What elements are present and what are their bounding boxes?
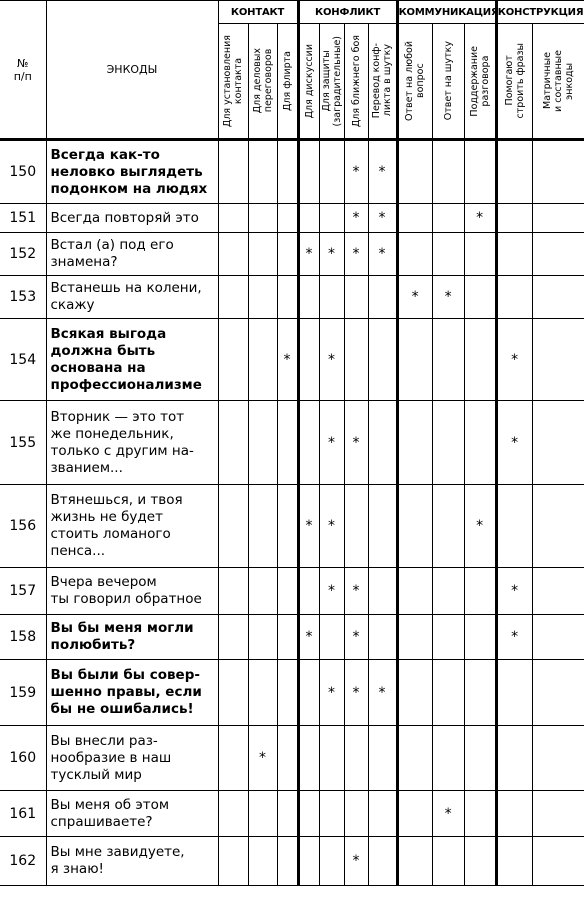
empty-cell <box>368 401 397 485</box>
row-number: 151 <box>0 204 46 233</box>
empty-cell <box>464 615 496 660</box>
empty-cell <box>319 276 344 319</box>
empty-cell <box>464 401 496 485</box>
column-header: Ответ на любой вопрос <box>397 24 432 140</box>
empty-cell <box>496 140 532 204</box>
empty-cell <box>532 319 584 401</box>
mark: * <box>344 615 368 660</box>
empty-cell <box>397 140 432 204</box>
empty-cell <box>248 204 277 233</box>
encode-text: Вы были бы совер- шенно правы, если бы не ошибались! <box>46 660 218 726</box>
mark: * <box>319 319 344 401</box>
mark: * <box>496 568 532 615</box>
table-row <box>0 726 584 791</box>
empty-cell <box>368 791 397 837</box>
row-number: 156 <box>0 485 46 568</box>
group-construction: КОНСТРУКЦИЯ <box>496 1 584 24</box>
empty-cell <box>218 276 248 319</box>
row-number: 157 <box>0 568 46 615</box>
empty-cell <box>464 837 496 886</box>
empty-cell <box>218 660 248 726</box>
encode-text: Вчера вечером ты говорил обратное <box>46 568 218 615</box>
column-header: Ответ на шутку <box>432 24 464 140</box>
column-header: Для флирта <box>277 24 298 140</box>
empty-cell <box>218 485 248 568</box>
empty-cell <box>298 837 319 886</box>
table-row <box>0 660 584 726</box>
mark: * <box>319 401 344 485</box>
row-number: 155 <box>0 401 46 485</box>
empty-cell <box>277 837 298 886</box>
row-number: 160 <box>0 726 46 791</box>
empty-cell <box>368 615 397 660</box>
empty-cell <box>532 276 584 319</box>
empty-cell <box>344 276 368 319</box>
empty-cell <box>368 319 397 401</box>
empty-cell <box>464 660 496 726</box>
mark: * <box>298 485 319 568</box>
empty-cell <box>432 204 464 233</box>
empty-cell <box>397 204 432 233</box>
mark: * <box>277 319 298 401</box>
column-header: Матричные и составные энкоды <box>532 24 584 140</box>
empty-cell <box>298 791 319 837</box>
empty-cell <box>432 319 464 401</box>
empty-cell <box>277 485 298 568</box>
empty-cell <box>496 837 532 886</box>
empty-cell <box>464 140 496 204</box>
empty-cell <box>397 568 432 615</box>
empty-cell <box>532 837 584 886</box>
encode-text: Встал (а) под его знамена? <box>46 233 218 276</box>
empty-cell <box>277 615 298 660</box>
table-row <box>0 791 584 837</box>
empty-cell <box>298 660 319 726</box>
column-header: Для защиты (заградительные) <box>319 24 344 140</box>
empty-cell <box>298 204 319 233</box>
empty-cell <box>218 204 248 233</box>
empty-cell <box>464 233 496 276</box>
mark: * <box>344 401 368 485</box>
empty-cell <box>397 615 432 660</box>
empty-cell <box>277 660 298 726</box>
empty-cell <box>248 568 277 615</box>
empty-cell <box>319 791 344 837</box>
empty-cell <box>532 233 584 276</box>
empty-cell <box>432 837 464 886</box>
table-row <box>0 319 584 401</box>
row-number: 152 <box>0 233 46 276</box>
empty-cell <box>277 791 298 837</box>
row-number: 162 <box>0 837 46 886</box>
empty-cell <box>248 485 277 568</box>
column-header: Поддержание разговора <box>464 24 496 140</box>
mark: * <box>344 140 368 204</box>
empty-cell <box>496 276 532 319</box>
empty-cell <box>248 276 277 319</box>
mark: * <box>319 660 344 726</box>
group-contact: КОНТАКТ <box>218 1 298 24</box>
table-body <box>0 140 584 886</box>
empty-cell <box>432 660 464 726</box>
mark: * <box>464 204 496 233</box>
empty-cell <box>464 791 496 837</box>
empty-cell <box>218 401 248 485</box>
empty-cell <box>532 615 584 660</box>
empty-cell <box>368 568 397 615</box>
empty-cell <box>532 401 584 485</box>
table-row <box>0 615 584 660</box>
encode-text: Вы меня об этом спрашиваете? <box>46 791 218 837</box>
empty-cell <box>432 568 464 615</box>
empty-cell <box>432 485 464 568</box>
column-header: Помогают строить фразы <box>496 24 532 140</box>
empty-cell <box>368 276 397 319</box>
empty-cell <box>277 204 298 233</box>
empty-cell <box>298 140 319 204</box>
empty-cell <box>368 837 397 886</box>
mark: * <box>248 726 277 791</box>
empty-cell <box>218 233 248 276</box>
empty-cell <box>277 726 298 791</box>
mark: * <box>344 837 368 886</box>
table-row <box>0 140 584 204</box>
empty-cell <box>368 485 397 568</box>
table-row <box>0 401 584 485</box>
mark: * <box>344 233 368 276</box>
mark: * <box>432 276 464 319</box>
empty-cell <box>344 726 368 791</box>
row-number: 150 <box>0 140 46 204</box>
empty-cell <box>218 837 248 886</box>
table-row <box>0 204 584 233</box>
empty-cell <box>496 791 532 837</box>
empty-cell <box>248 837 277 886</box>
num-header: № п/п <box>0 1 46 140</box>
empty-cell <box>532 791 584 837</box>
empty-cell <box>397 233 432 276</box>
empty-cell <box>464 319 496 401</box>
empty-cell <box>532 726 584 791</box>
empty-cell <box>432 233 464 276</box>
encode-text: Вы внесли раз- нообразие в наш тусклый мир <box>46 726 218 791</box>
mark: * <box>464 485 496 568</box>
empty-cell <box>319 837 344 886</box>
encode-text: Всегда как-то неловко выглядеть подонком на людях <box>46 140 218 204</box>
encode-text: Вторник — это тот же понедельник, только с другим на- званием... <box>46 401 218 485</box>
empty-cell <box>248 140 277 204</box>
empty-cell <box>432 401 464 485</box>
empty-cell <box>248 233 277 276</box>
mark: * <box>298 615 319 660</box>
mark: * <box>368 233 397 276</box>
encode-text: Вы мне завидуете, я знаю! <box>46 837 218 886</box>
mark: * <box>298 233 319 276</box>
empty-cell <box>344 485 368 568</box>
encode-text: Всегда повторяй это <box>46 204 218 233</box>
empty-cell <box>397 485 432 568</box>
empty-cell <box>464 276 496 319</box>
encode-text: Встанешь на колени, скажу <box>46 276 218 319</box>
mark: * <box>368 204 397 233</box>
encode-text: Вы бы меня могли полюбить? <box>46 615 218 660</box>
empty-cell <box>496 726 532 791</box>
empty-cell <box>397 401 432 485</box>
mark: * <box>344 568 368 615</box>
mark: * <box>319 568 344 615</box>
empty-cell <box>248 660 277 726</box>
empty-cell <box>344 791 368 837</box>
empty-cell <box>496 204 532 233</box>
empty-cell <box>218 615 248 660</box>
mark: * <box>368 140 397 204</box>
empty-cell <box>432 615 464 660</box>
encode-text: Втянешься, и твоя жизнь не будет стоить ломаного пенса... <box>46 485 218 568</box>
group-communication: КОММУНИКАЦИЯ <box>397 1 496 24</box>
empty-cell <box>397 791 432 837</box>
row-number: 154 <box>0 319 46 401</box>
mark: * <box>344 660 368 726</box>
table-row <box>0 276 584 319</box>
empty-cell <box>298 319 319 401</box>
mark: * <box>496 401 532 485</box>
empty-cell <box>298 726 319 791</box>
empty-cell <box>218 726 248 791</box>
row-number: 153 <box>0 276 46 319</box>
column-header: Для ближнего боя <box>344 24 368 140</box>
empty-cell <box>496 233 532 276</box>
mark: * <box>319 485 344 568</box>
empty-cell <box>248 401 277 485</box>
encode-text: Всякая выгода должна быть основана на профессионализме <box>46 319 218 401</box>
group-conflict: КОНФЛИКТ <box>298 1 397 24</box>
empty-cell <box>532 660 584 726</box>
empty-cell <box>532 140 584 204</box>
column-header: Для установления контакта <box>218 24 248 140</box>
empty-cell <box>397 837 432 886</box>
empty-cell <box>319 615 344 660</box>
empty-cell <box>496 660 532 726</box>
empty-cell <box>397 726 432 791</box>
empty-cell <box>248 319 277 401</box>
column-header: Для дискуссии <box>298 24 319 140</box>
column-header: Перевод конф- ликта в шутку <box>368 24 397 140</box>
empty-cell <box>218 791 248 837</box>
empty-cell <box>532 204 584 233</box>
empty-cell <box>277 140 298 204</box>
empty-cell <box>218 140 248 204</box>
row-number: 161 <box>0 791 46 837</box>
empty-cell <box>248 791 277 837</box>
name-header: ЭНКОДЫ <box>46 1 218 140</box>
empty-cell <box>496 485 532 568</box>
mark: * <box>432 791 464 837</box>
empty-cell <box>344 319 368 401</box>
empty-cell <box>277 401 298 485</box>
empty-cell <box>432 140 464 204</box>
empty-cell <box>464 568 496 615</box>
empty-cell <box>218 568 248 615</box>
mark: * <box>344 204 368 233</box>
column-header: Для деловых переговоров <box>248 24 277 140</box>
empty-cell <box>532 485 584 568</box>
empty-cell <box>277 568 298 615</box>
row-number: 158 <box>0 615 46 660</box>
empty-cell <box>432 726 464 791</box>
mark: * <box>496 615 532 660</box>
mark: * <box>496 319 532 401</box>
empty-cell <box>277 276 298 319</box>
empty-cell <box>368 726 397 791</box>
empty-cell <box>298 568 319 615</box>
empty-cell <box>319 140 344 204</box>
mark: * <box>397 276 432 319</box>
empty-cell <box>298 276 319 319</box>
empty-cell <box>277 233 298 276</box>
empty-cell <box>319 204 344 233</box>
empty-cell <box>298 401 319 485</box>
empty-cell <box>397 660 432 726</box>
table-row <box>0 233 584 276</box>
row-number: 159 <box>0 660 46 726</box>
mark: * <box>368 660 397 726</box>
table-row <box>0 837 584 886</box>
table-header <box>0 1 584 140</box>
empty-cell <box>248 615 277 660</box>
empty-cell <box>397 319 432 401</box>
table-row <box>0 485 584 568</box>
empty-cell <box>218 319 248 401</box>
empty-cell <box>319 726 344 791</box>
mark: * <box>319 233 344 276</box>
empty-cell <box>464 726 496 791</box>
empty-cell <box>532 568 584 615</box>
table-row <box>0 568 584 615</box>
